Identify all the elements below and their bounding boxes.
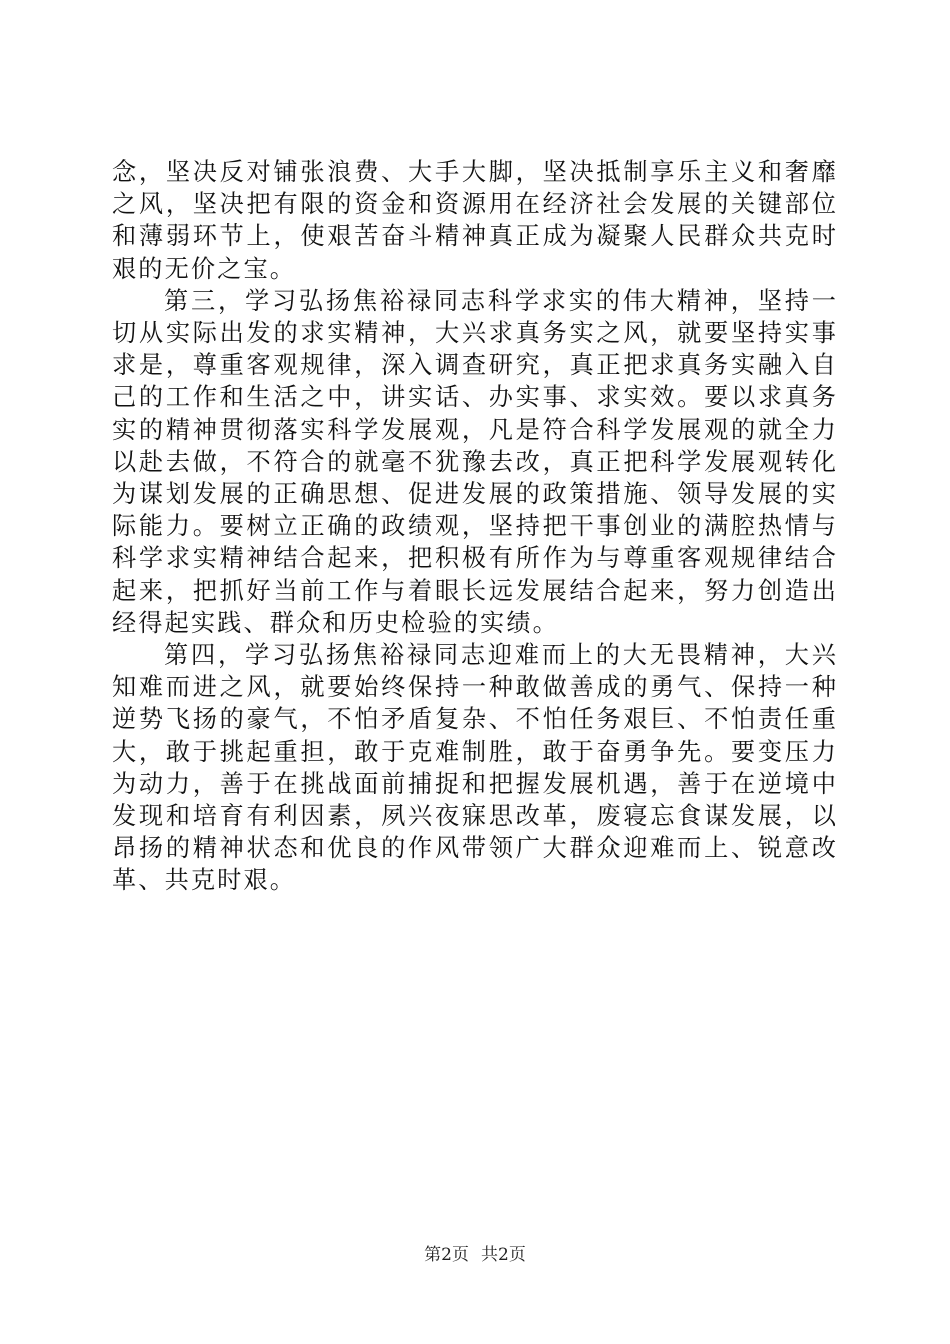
page-footer bbox=[0, 1244, 950, 1266]
page-total: 共2页 bbox=[481, 1245, 526, 1265]
page-number: 第2页 bbox=[424, 1245, 469, 1265]
paragraph-third-point: 第三，学习弘扬焦裕禄同志科学求实的伟大精神，坚持一切从实际出发的求实精神，大兴求真务实之风，就要坚持实事求是，尊重客观规律，深入调查研究，真正把求真务实融入自己的工作和生活之中，讲实话、办实事、求实效。要以求真务实的精神贯彻落实科学发展观，凡是符合科学发展观的就全力以赴去做，不符合的就毫不犹豫去改，真正把科学发展观转化为谋划发展的正确思想、促进发展的政策措施、领导发展的实际能力。要树立正确的政绩观，坚持把干事创业的满腔热情与科学求实精神结合起来，把积极有所作为与尊重客观规律结合起来，把抓好当前工作与着眼长远发展结合起来，努力创造出经得起实践、群众和历史检验的实绩。 bbox=[112, 286, 838, 637]
paragraph-continuation: 念，坚决反对铺张浪费、大手大脚，坚决抵制享乐主义和奢靡之风，坚决把有限的资金和资源用在经济社会发展的关键部位和薄弱环节上，使艰苦奋斗精神真正成为凝聚人民群众共克时艰的无价之宝。 bbox=[112, 158, 838, 283]
paragraph-fourth-point: 第四，学习弘扬焦裕禄同志迎难而上的大无畏精神，大兴知难而进之风，就要始终保持一种敢做善成的勇气、保持一种逆势飞扬的豪气，不怕矛盾复杂、不怕任务艰巨、不怕责任重大，敢于挑起重担，敢于克难制胜，敢于奋勇争先。要变压力为动力，善于在挑战面前捕捉和把握发展机遇，善于在逆境中发现和培育有利因素，夙兴夜寐思改革，废寝忘食谋发展，以昂扬的精神状态和优良的作风带领广大群众迎难而上、锐意改革、共克时艰。 bbox=[112, 641, 838, 895]
document-body bbox=[112, 156, 838, 897]
